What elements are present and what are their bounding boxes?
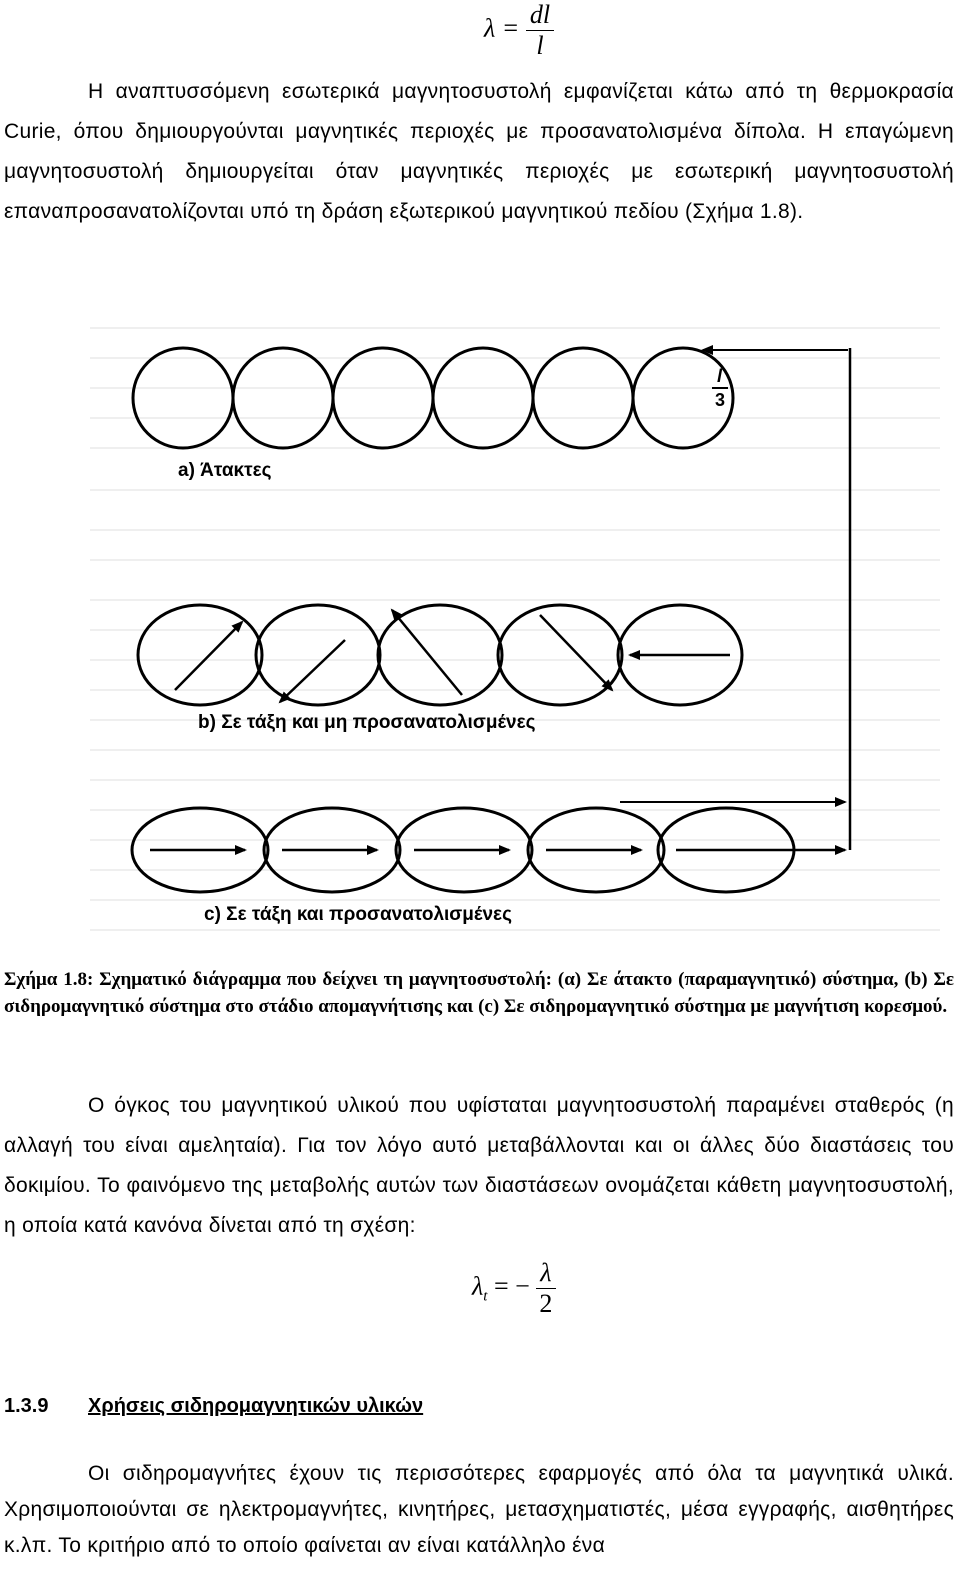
magnetostriction-figure <box>0 310 960 950</box>
formula-transverse-magnetostriction <box>472 1258 556 1319</box>
formula-lambda-definition <box>484 0 554 61</box>
paragraph-uses-text: Οι σιδηρομαγνήτες έχουν τις περισσότερες εφαρμογές από όλα τα μαγνητικά υλικά. Χρησιμοποιούνται σε ηλεκτρομαγνήτες, κινητήρες, μετασχηματιστές, μέσα εγγραφής, αισθητήρες κ.λπ. Το κριτήριο από το οποίο φαίνεται αν είναι κατάλληλο ένα <box>4 1462 954 1557</box>
formula-numerator: λ <box>536 1258 555 1289</box>
formula-numerator: dl <box>526 0 554 31</box>
background-texture <box>90 328 940 930</box>
formula-denominator: 2 <box>539 1289 553 1318</box>
label-a: a) Άτακτες <box>178 460 272 481</box>
label-b: b) Σε τάξη και μη προσανατολισμένες <box>198 712 536 733</box>
domain-circle <box>333 348 433 448</box>
formula-equals: = − <box>493 1271 530 1301</box>
domain-circle <box>133 348 233 448</box>
svg-text:l: l <box>717 366 723 386</box>
section-title: Χρήσεις σιδηρομαγνητικών υλικών <box>88 1395 424 1417</box>
paragraph-intro <box>4 72 954 232</box>
row-a-domains <box>133 348 733 448</box>
section-number: 1.3.9 <box>4 1395 49 1417</box>
domain-circle <box>433 348 533 448</box>
label-c: c) Σε τάξη και προσανατολισμένες <box>204 904 512 925</box>
formula-denominator: l <box>536 31 544 60</box>
section-heading <box>4 1395 423 1418</box>
paragraph-uses <box>4 1456 954 1564</box>
figure-caption: Σχήμα 1.8: Σχηματικό διάγραμμα που δείχνει τη μαγνητοσυστολή: (α) Σε άτακτο (παραμαγνητικό) σύστημα, (b) Σε σιδηρομαγνητικό σύστημα στο στάδιο απομαγνήτισης και (c) Σε σιδηρομαγνητικό σύστημα με μαγνήτιση κορεσμού. <box>4 969 954 1017</box>
domain-circle <box>533 348 633 448</box>
paragraph-volume-text: Ο όγκος του μαγνητικού υλικού που υφίσταται μαγνητοσυστολή παραμένει σταθερός (η αλλαγή του είναι αμεληταία). Για τον λόγο αυτό μεταβάλλονται και οι άλλες δύο διαστάσεις του δοκιμίου. Το φαινόμενο της μεταβολής αυτών των διαστάσεων ονομάζεται κάθετη μαγνητοσυστολή, η οποία κατά κανόνα δίνεται από τη σχέση: <box>4 1094 954 1237</box>
svg-text:3: 3 <box>715 390 726 410</box>
row-b-arrows <box>175 610 730 702</box>
formula-subscript: t <box>483 1288 488 1305</box>
formula-fraction <box>526 0 554 61</box>
formula-lhs: λ = <box>484 13 520 43</box>
paragraph-intro-text: Η αναπτυσσόμενη εσωτερικά μαγνητοσυστολή εμφανίζεται κάτω από τη θερμοκρασία Curie, όπου δημιουργούνται μαγνητικές περιοχές με προσανατολισμένα δίπολα. Η επαγώμενη μαγνητοσυστολή δημιουργείται όταν μαγνητικές περιοχές με εσωτερική μαγνητοσυστολή επαναπροσανατολίζονται υπό τη δράση εξωτερικού μαγνητικού πεδίου (Σχήμα 1.8). <box>4 80 954 223</box>
domain-circle <box>233 348 333 448</box>
formula-lhs: λ <box>472 1271 484 1301</box>
paragraph-volume <box>4 1086 954 1246</box>
formula-fraction <box>536 1258 555 1319</box>
